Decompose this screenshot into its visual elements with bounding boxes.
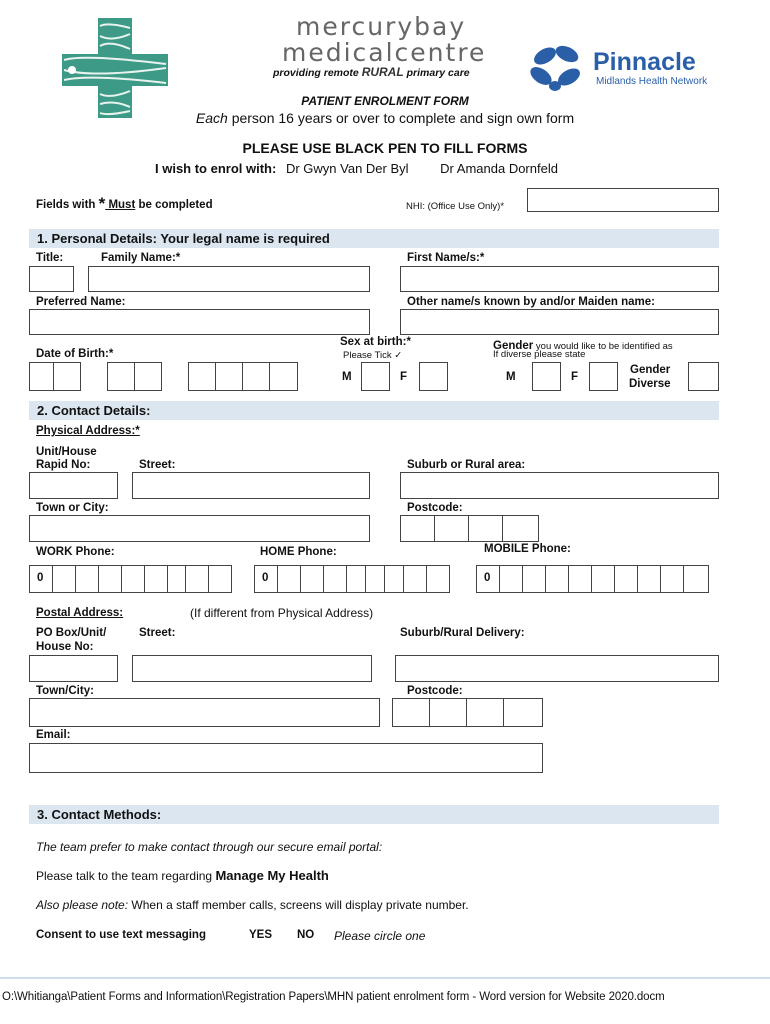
section-2-band — [29, 401, 719, 420]
mobile-phone-digit[interactable] — [499, 565, 523, 593]
pobox-label-2: House No: — [36, 641, 94, 653]
mobile-phone-label: MOBILE Phone: — [484, 543, 571, 555]
enrol-label: I wish to enrol with: — [155, 161, 277, 176]
tagline-pre: providing remote — [273, 67, 362, 79]
unit-label-1: Unit/House — [36, 446, 97, 458]
postal-address-label: Postal Address: — [36, 607, 124, 619]
unit-field[interactable] — [29, 472, 118, 499]
other-names-label: Other name/s known by and/or Maiden name: — [407, 296, 655, 308]
postal-postcode-digit-2[interactable] — [429, 698, 467, 727]
sex-f-checkbox[interactable] — [419, 362, 448, 391]
form-title: PATIENT ENROLMENT FORM — [301, 94, 469, 108]
postal-postcode-digit-1[interactable] — [392, 698, 430, 727]
nhi-label: NHI: (Office Use Only)* — [406, 201, 505, 212]
gender-diverse-label-2: Diverse — [629, 378, 671, 390]
mobile-phone-digit[interactable] — [683, 565, 709, 593]
pinnacle-subtitle: Midlands Health Network — [596, 76, 708, 87]
home-phone-digit[interactable] — [277, 565, 301, 593]
fields-pre: Fields with — [36, 199, 99, 211]
doctor-2-option[interactable]: Dr Amanda Dornfeld — [440, 161, 558, 176]
home-phone-digit[interactable] — [384, 565, 404, 593]
fields-must: Must — [105, 199, 136, 211]
circle-note: Please circle one — [334, 929, 426, 943]
dob-year-digit-1[interactable] — [188, 362, 216, 391]
postal-town-label: Town/City: — [36, 685, 94, 697]
home-phone-digit[interactable] — [346, 565, 366, 593]
suburb-label: Suburb or Rural area: — [407, 459, 526, 471]
also-note-label: Also please note: — [36, 898, 129, 912]
consent-no-option[interactable]: NO — [297, 929, 315, 941]
postcode-digit-4[interactable] — [502, 515, 539, 542]
dob-month-digit-1[interactable] — [107, 362, 135, 391]
mmh-bold: Manage My Health — [215, 868, 329, 883]
mobile-phone-digit[interactable] — [660, 565, 684, 593]
also-note-text: When a staff member calls, screens will display private number. — [128, 898, 469, 912]
pobox-label-1: PO Box/Unit/ — [36, 627, 107, 639]
fields-star: * — [98, 194, 106, 213]
postal-postcode-label: Postcode: — [407, 685, 463, 697]
home-phone-digit[interactable] — [403, 565, 427, 593]
first-name-label: First Name/s:* — [407, 252, 485, 264]
work-phone-digit[interactable] — [121, 565, 145, 593]
pen-notice: PLEASE USE BLACK PEN TO FILL FORMS — [242, 140, 528, 156]
mobile-phone-digit[interactable] — [476, 565, 500, 593]
footer-divider — [0, 977, 770, 979]
postcode-digit-3[interactable] — [468, 515, 503, 542]
gender-diverse-label-1: Gender — [630, 364, 671, 376]
dob-day-digit-1[interactable] — [29, 362, 54, 391]
gender-f-label: F — [571, 371, 579, 383]
consent-yes-option[interactable]: YES — [249, 929, 273, 941]
street-field[interactable] — [132, 472, 370, 499]
gender-f-checkbox[interactable] — [589, 362, 618, 391]
nhi-field[interactable] — [527, 188, 719, 212]
dob-day-digit-2[interactable] — [53, 362, 81, 391]
fields-post: be completed — [135, 199, 213, 211]
gender-note: you would like to be identified as — [533, 341, 673, 352]
dob-year-digit-4[interactable] — [269, 362, 298, 391]
home-phone-digit[interactable] — [300, 565, 324, 593]
postal-postcode-digit-4[interactable] — [503, 698, 543, 727]
home-phone-label: HOME Phone: — [260, 546, 337, 558]
tagline-post: primary care — [403, 67, 470, 79]
section-1-heading: 1. Personal Details: Your legal name is required — [37, 231, 330, 246]
mobile-phone-digit[interactable] — [568, 565, 592, 593]
required-note — [36, 194, 213, 214]
mmh-pre: Please talk to the team regarding — [36, 869, 216, 883]
home-phone-digit[interactable] — [323, 565, 347, 593]
work-phone-digit[interactable] — [75, 565, 99, 593]
postal-town-field[interactable] — [29, 698, 380, 727]
suburb-field[interactable] — [400, 472, 719, 499]
preferred-name-label: Preferred Name: — [36, 296, 126, 308]
family-name-field[interactable] — [88, 266, 370, 292]
sex-m-checkbox[interactable] — [361, 362, 390, 391]
tagline-rural: RURAL — [361, 65, 404, 79]
clinic-tagline — [273, 65, 470, 79]
home-phone-digit[interactable] — [426, 565, 450, 593]
gender-label-text: Gender — [493, 340, 534, 352]
gender-note-diverse: If diverse please state — [493, 349, 586, 360]
postal-suburb-field[interactable] — [395, 655, 719, 682]
home-phone-prefix: 0 — [262, 572, 269, 584]
home-phone-digit[interactable] — [254, 565, 278, 593]
enrol-with — [155, 161, 558, 176]
street-label: Street: — [139, 459, 176, 471]
work-phone-digit[interactable] — [208, 565, 232, 593]
town-label: Town or City: — [36, 502, 109, 514]
email-label: Email: — [36, 729, 71, 741]
postal-address-note: (If different from Physical Address) — [190, 606, 374, 620]
mobile-phone-digit[interactable] — [637, 565, 661, 593]
postal-postcode-digit-3[interactable] — [466, 698, 504, 727]
first-name-field[interactable] — [400, 266, 719, 292]
family-name-label: Family Name:* — [101, 252, 181, 264]
postcode-digit-2[interactable] — [434, 515, 469, 542]
section-3-band — [29, 805, 719, 824]
gender-diverse-checkbox[interactable] — [688, 362, 719, 391]
gender-m-checkbox[interactable] — [532, 362, 561, 391]
pinnacle-name: Pinnacle — [593, 48, 696, 76]
please-tick: Please Tick ✓ — [343, 350, 403, 361]
home-phone-digit[interactable] — [365, 565, 385, 593]
pobox-field[interactable] — [29, 655, 118, 682]
dob-year-digit-3[interactable] — [242, 362, 270, 391]
pinnacle-flower-icon — [527, 42, 589, 92]
postcode-label: Postcode: — [407, 502, 463, 514]
title-field[interactable] — [29, 266, 74, 292]
mmh-note — [36, 868, 329, 883]
form-subtitle — [0, 110, 770, 126]
work-phone-digit[interactable] — [185, 565, 209, 593]
dob-year-digit-2[interactable] — [215, 362, 243, 391]
mobile-phone-digit[interactable] — [591, 565, 615, 593]
postal-street-label: Street: — [139, 627, 176, 639]
doctor-1-option[interactable]: Dr Gwyn Van Der Byl — [285, 161, 409, 176]
work-phone-label: WORK Phone: — [36, 546, 115, 558]
unit-label-2: Rapid No: — [36, 459, 91, 471]
work-phone-digit[interactable] — [98, 565, 122, 593]
work-phone-digit[interactable] — [52, 565, 76, 593]
physical-address-label: Physical Address:* — [36, 425, 140, 437]
work-phone-digit[interactable] — [144, 565, 168, 593]
gender-m-label: M — [506, 371, 516, 383]
town-field[interactable] — [29, 515, 370, 542]
mobile-phone-prefix: 0 — [484, 572, 491, 584]
sex-f-label: F — [400, 371, 408, 383]
dob-label: Date of Birth:* — [36, 348, 114, 360]
portal-note: The team prefer to make contact through our secure email portal: — [36, 840, 383, 854]
private-number-note — [36, 898, 469, 912]
mobile-phone-digit[interactable] — [522, 565, 546, 593]
postal-street-field[interactable] — [132, 655, 372, 682]
subtitle-rest: person 16 years or over to complete and sign own form — [227, 110, 575, 126]
section-3-heading: 3. Contact Methods: — [37, 807, 162, 822]
postal-suburb-label: Suburb/Rural Delivery: — [400, 627, 525, 639]
sex-m-label: M — [342, 371, 352, 383]
dob-month-digit-2[interactable] — [134, 362, 162, 391]
mobile-phone-digit[interactable] — [614, 565, 638, 593]
footer-file-path: O:\Whitianga\Patient Forms and Information\Registration Papers\MHN patient enrolment form - Word version for Website 2020.docm — [2, 991, 665, 1003]
mobile-phone-digit[interactable] — [545, 565, 569, 593]
other-names-field[interactable] — [400, 309, 719, 335]
sex-at-birth-label: Sex at birth:* — [340, 336, 411, 348]
title-label: Title: — [36, 252, 64, 264]
work-phone-prefix: 0 — [37, 572, 44, 584]
section-1-band — [29, 229, 719, 248]
clinic-name-line1: mercurybay — [296, 12, 467, 41]
postcode-digit-1[interactable] — [400, 515, 435, 542]
work-phone-digit[interactable] — [29, 565, 53, 593]
email-field[interactable] — [29, 743, 543, 773]
preferred-name-field[interactable] — [29, 309, 370, 335]
section-2-heading: 2. Contact Details: — [37, 403, 151, 418]
consent-label: Consent to use text messaging — [36, 929, 206, 941]
clinic-name-line2: medicalcentre — [282, 38, 487, 67]
subtitle-each: Each — [195, 110, 228, 126]
work-phone-digit[interactable] — [167, 565, 186, 593]
